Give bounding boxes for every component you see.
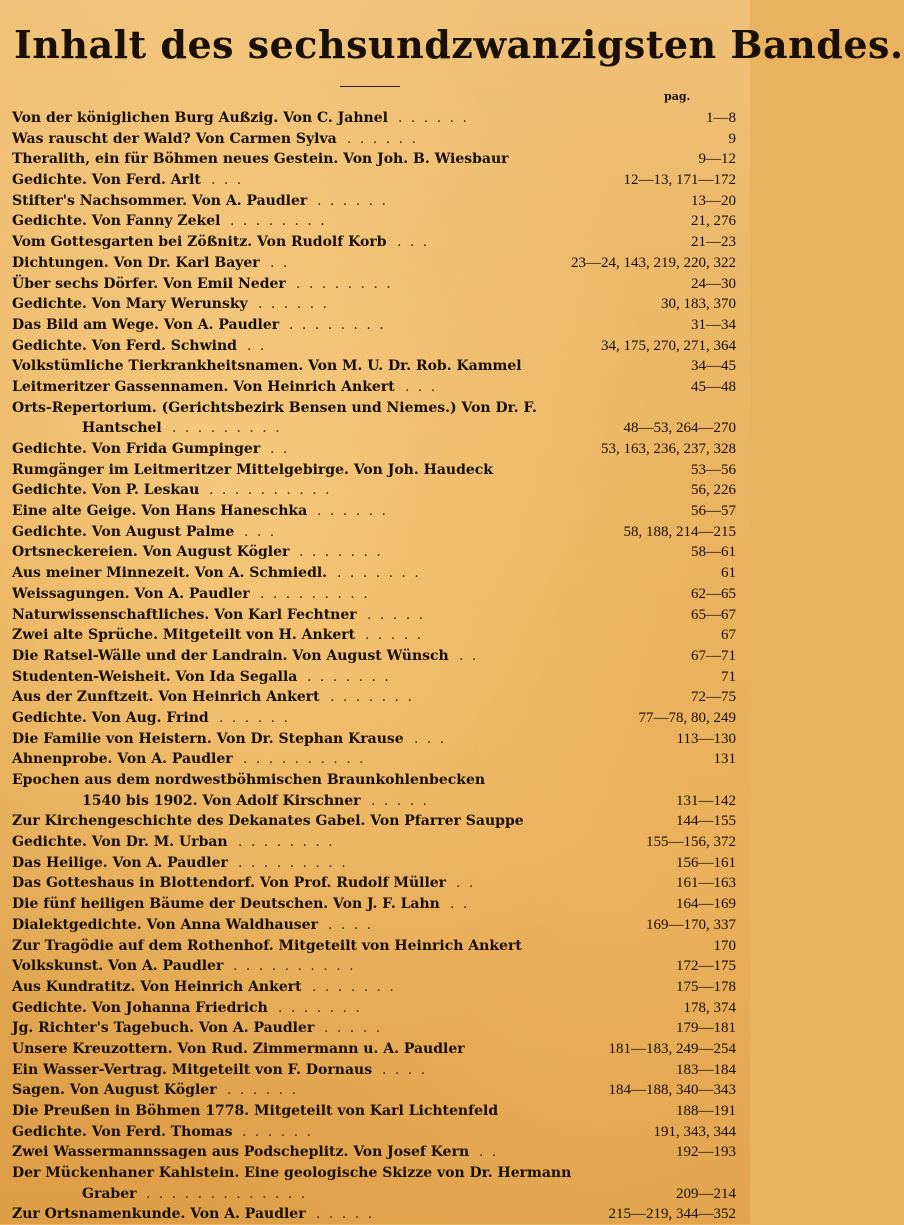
- toc-entry-title: Aus der Zunftzeit. Von Heinrich Ankert: [12, 689, 320, 706]
- toc-entry-pages: 191, 343, 344: [653, 1123, 736, 1140]
- toc-entry-title: Gedichte. Von Ferd. Arlt: [12, 172, 201, 189]
- toc-entry: [12, 1101, 736, 1122]
- toc-entry-pages: 131: [713, 751, 736, 768]
- table-of-contents: [12, 108, 736, 1225]
- toc-entry-title: Die Preußen in Böhmen 1778. Mitgeteilt von Karl Lichtenfeld: [12, 1103, 499, 1119]
- toc-entry-pages: 170: [713, 937, 736, 954]
- toc-entry: [12, 936, 736, 957]
- toc-entry-leader: . . .: [414, 730, 447, 747]
- toc-entry-pages: 53—56: [691, 461, 736, 478]
- toc-entry-title: Gedichte. Von Ferd. Schwind: [12, 337, 237, 354]
- toc-entry-title: Aus meiner Minnezeit. Von A. Schmiedl.: [12, 565, 328, 582]
- toc-entry-leader: . . . . . .: [347, 130, 418, 147]
- toc-entry-title: Das Gotteshaus in Blottendorf. Von Prof. Rudolf Müller: [12, 875, 447, 892]
- toc-entry-pages: 9—12: [698, 151, 736, 168]
- toc-entry-leader: . . . . . . .: [307, 668, 391, 685]
- toc-entry-leader: . . . . .: [316, 1206, 375, 1223]
- toc-entry-pages: 34, 175, 270, 271, 364: [601, 337, 736, 354]
- toc-entry-leader: . . . . . . . .: [230, 213, 327, 230]
- toc-entry: [12, 336, 736, 357]
- toc-entry-pages: 183—184: [676, 1061, 736, 1078]
- toc-entry-pages: 144—155: [676, 813, 736, 830]
- toc-entry: [12, 894, 736, 915]
- toc-entry-leader: . . . . . .: [258, 296, 329, 313]
- toc-entry-pages: 58—61: [691, 544, 736, 561]
- toc-entry: [12, 480, 736, 501]
- toc-entry-title: Naturwissenschaftliches. Von Karl Fechtner: [12, 606, 357, 623]
- toc-entry: [12, 418, 736, 439]
- toc-entry-title: Studenten-Weisheit. Von Ida Segalla: [12, 668, 298, 685]
- toc-entry-leader: . . . . . . . . . .: [209, 482, 332, 499]
- toc-entry-pages: 188—191: [676, 1103, 736, 1119]
- toc-entry-pages: 67: [721, 627, 736, 644]
- toc-entry-leader: . . . . . . .: [312, 978, 396, 995]
- toc-entry-pages: 71: [721, 668, 736, 685]
- toc-entry-pages: 156—161: [676, 854, 736, 871]
- toc-entry: [12, 1039, 736, 1060]
- toc-entry-leader: . . .: [244, 523, 277, 540]
- toc-entry: [12, 956, 736, 977]
- toc-entry: [12, 356, 736, 377]
- toc-entry: [12, 625, 736, 646]
- page-title: Inhalt des sechsundzwanzigsten Bandes.: [14, 22, 904, 67]
- toc-entry-leader: . . . . .: [371, 792, 430, 809]
- toc-entry-title: Sagen. Von August Kögler: [12, 1082, 217, 1099]
- toc-entry-leader: . . . . . .: [317, 503, 388, 520]
- toc-entry: [12, 149, 736, 170]
- toc-entry: [12, 1122, 736, 1143]
- toc-entry: [12, 832, 736, 853]
- toc-entry-pages: 31—34: [691, 316, 736, 333]
- toc-entry-title: Weissagungen. Von A. Paudler: [12, 585, 250, 602]
- toc-entry-title: Das Heilige. Von A. Paudler: [12, 854, 228, 871]
- toc-entry: [12, 1204, 736, 1225]
- toc-entry: [12, 522, 736, 543]
- toc-entry-leader: . . . . . .: [219, 709, 290, 726]
- toc-entry-title: Von der königlichen Burg Außzig. Von C. Jahnel: [12, 110, 388, 126]
- toc-entry-title: Orts-Repertorium. (Gerichtsbezirk Bensen und Niemes.) Von Dr. F.: [12, 399, 537, 416]
- toc-entry-pages: 48—53, 264—270: [623, 420, 736, 437]
- toc-entry-title: Aus Kundratitz. Von Heinrich Ankert: [12, 978, 302, 995]
- toc-entry-pages: 215—219, 344—352: [608, 1206, 736, 1223]
- toc-entry-title: Gedichte. Von August Palme: [12, 523, 235, 540]
- toc-entry-pages: 30, 183, 370: [661, 296, 736, 313]
- toc-entry-leader: . .: [456, 875, 476, 892]
- toc-entry-leader: . . . . . . .: [337, 565, 421, 582]
- toc-entry-leader: . . . . . .: [242, 1123, 313, 1140]
- toc-entry-leader: . . . . . . . .: [296, 275, 393, 292]
- toc-entry: [12, 667, 736, 688]
- toc-entry-leader: . .: [247, 337, 267, 354]
- toc-entry-title: Zur Ortsnamenkunde. Von A. Paudler: [12, 1206, 306, 1223]
- toc-entry: [12, 687, 736, 708]
- toc-entry-leader: . . .: [405, 378, 438, 395]
- toc-entry-title: Gedichte. Von Aug. Frind: [12, 709, 209, 726]
- toc-entry: [12, 1142, 736, 1163]
- toc-entry: [12, 1060, 736, 1081]
- toc-entry-pages: 179—181: [676, 1020, 736, 1037]
- toc-entry: [12, 1080, 736, 1101]
- toc-entry-leader: . . . . . .: [317, 192, 388, 209]
- toc-entry: [12, 729, 736, 750]
- toc-entry-pages: 65—67: [691, 606, 736, 623]
- toc-entry: [12, 294, 736, 315]
- toc-entry: [12, 605, 736, 626]
- toc-entry-title: Zur Tragödie auf dem Rothenhof. Mitgeteilt von Heinrich Ankert: [12, 937, 522, 954]
- toc-entry-leader: . .: [459, 647, 479, 664]
- toc-entry-pages: 21, 276: [691, 213, 736, 230]
- title-rule: [340, 86, 400, 87]
- toc-entry-title: Leitmeritzer Gassennamen. Von Heinrich Ankert: [12, 378, 395, 395]
- toc-entry-title: Theralith, ein für Böhmen neues Gestein. Von Joh. B. Wiesbaur: [12, 151, 509, 168]
- toc-entry-title: 1540 bis 1902. Von Adolf Kirschner: [82, 792, 361, 809]
- toc-entry-pages: 209—214: [676, 1185, 736, 1202]
- toc-entry: [12, 811, 736, 832]
- toc-entry-pages: 34—45: [691, 358, 736, 375]
- toc-entry-title: Ahnenprobe. Von A. Paudler: [12, 751, 233, 768]
- toc-entry-leader: . . . . . . . . . .: [243, 751, 366, 768]
- toc-entry-title: Zwei Wassermannssagen aus Podscheplitz. Von Josef Kern: [12, 1144, 470, 1161]
- toc-entry-pages: 67—71: [691, 647, 736, 664]
- toc-entry-title: Dialektgedichte. Von Anna Waldhauser: [12, 916, 318, 933]
- toc-entry-leader: . . . . . .: [398, 110, 469, 126]
- toc-entry: [12, 915, 736, 936]
- toc-entry: [12, 232, 736, 253]
- toc-entry: [12, 977, 736, 998]
- toc-entry: [12, 542, 736, 563]
- toc-entry-title: Der Mückenhaner Kahlstein. Eine geologische Skizze von Dr. Hermann: [12, 1165, 572, 1182]
- toc-entry-pages: 131—142: [676, 792, 736, 809]
- toc-entry: [12, 853, 736, 874]
- toc-entry-title: Über sechs Dörfer. Von Emil Neder: [12, 275, 286, 292]
- toc-entry-title: Gedichte. Von Johanna Friedrich: [12, 999, 268, 1016]
- toc-entry-leader: . .: [479, 1144, 499, 1161]
- toc-entry: [12, 749, 736, 770]
- toc-entry: [12, 253, 736, 274]
- toc-entry-leader: . . . . . . . . .: [172, 420, 282, 437]
- toc-entry-pages: 56, 226: [691, 482, 736, 499]
- toc-entry: [12, 791, 736, 812]
- toc-entry: [12, 315, 736, 336]
- toc-entry: [12, 584, 736, 605]
- toc-entry-title: Gedichte. Von P. Leskau: [12, 482, 200, 499]
- toc-entry-pages: 45—48: [691, 378, 736, 395]
- toc-entry-leader: . . . . . .: [227, 1082, 298, 1099]
- toc-entry-leader: . . .: [211, 172, 244, 189]
- toc-entry-pages: 21—23: [691, 234, 736, 251]
- toc-entry: [12, 770, 736, 791]
- toc-entry-pages: 175—178: [676, 978, 736, 995]
- toc-entry-leader: . .: [270, 441, 290, 457]
- toc-entry-leader: . . . .: [382, 1061, 428, 1078]
- toc-entry-title: Unsere Kreuzottern. Von Rud. Zimmermann u. A. Paudler: [12, 1040, 465, 1057]
- toc-entry-title: Was rauscht der Wald? Von Carmen Sylva: [12, 130, 337, 147]
- toc-entry-title: Hantschel: [82, 420, 162, 437]
- toc-entry-title: Ein Wasser-Vertrag. Mitgeteilt von F. Dornaus: [12, 1061, 373, 1078]
- toc-entry-leader: . . . . . . .: [299, 544, 383, 561]
- toc-entry-title: Gedichte. Von Mary Werunsky: [12, 296, 248, 313]
- toc-entry-pages: 24—30: [691, 275, 736, 292]
- toc-entry-title: Ortsneckereien. Von August Kögler: [12, 544, 290, 561]
- toc-entry: [12, 211, 736, 232]
- toc-entry-leader: . . .: [397, 234, 430, 251]
- toc-entry-pages: 178, 374: [683, 999, 736, 1016]
- toc-entry-title: Gedichte. Von Ferd. Thomas: [12, 1123, 233, 1140]
- toc-entry-title: Zur Kirchengeschichte des Dekanates Gabel. Von Pfarrer Sauppe: [12, 813, 524, 830]
- toc-entry: [12, 439, 736, 460]
- toc-entry-leader: . . . . .: [365, 627, 424, 644]
- toc-entry: [12, 398, 736, 419]
- toc-entry: [12, 191, 736, 212]
- toc-entry-leader: . . . .: [328, 916, 374, 933]
- toc-entry-pages: 23—24, 143, 219, 220, 322: [571, 254, 736, 271]
- toc-entry: [12, 1163, 736, 1184]
- toc-entry: [12, 1184, 736, 1205]
- toc-entry-leader: . . . . .: [367, 606, 426, 623]
- toc-entry-leader: . . . . . . .: [278, 999, 362, 1016]
- toc-entry: [12, 998, 736, 1019]
- toc-entry-title: Gedichte. Von Fanny Zekel: [12, 213, 221, 230]
- toc-entry-title: Vom Gottesgarten bei Zößnitz. Von Rudolf Korb: [12, 234, 387, 251]
- toc-entry-title: Epochen aus dem nordwestböhmischen Braunkohlenbecken: [12, 772, 486, 788]
- toc-entry-pages: 161—163: [676, 875, 736, 892]
- toc-entry: [12, 646, 736, 667]
- toc-entry-title: Gedichte. Von Frida Gumpinger: [12, 441, 261, 457]
- toc-entry-title: Das Bild am Wege. Von A. Paudler: [12, 316, 280, 333]
- toc-entry-pages: 113—130: [676, 730, 736, 747]
- toc-entry-title: Die Familie von Heistern. Von Dr. Stephan Krause: [12, 730, 404, 747]
- toc-entry: [12, 377, 736, 398]
- toc-entry-leader: . . . . . . . .: [238, 834, 335, 851]
- toc-entry-pages: 169—170, 337: [646, 916, 736, 933]
- toc-entry-leader: . . . . . . . .: [289, 316, 386, 333]
- toc-entry-pages: 62—65: [691, 585, 736, 602]
- toc-entry-pages: 192—193: [676, 1144, 736, 1161]
- toc-entry: [12, 1018, 736, 1039]
- toc-entry-leader: . . . . . . . . .: [260, 585, 370, 602]
- toc-entry: [12, 563, 736, 584]
- toc-entry-pages: 12—13, 171—172: [623, 172, 736, 189]
- toc-entry: [12, 873, 736, 894]
- toc-entry-pages: 164—169: [676, 896, 736, 913]
- toc-entry: [12, 708, 736, 729]
- toc-entry-leader: . . . . .: [324, 1020, 383, 1037]
- toc-entry-title: Eine alte Geige. Von Hans Haneschka: [12, 503, 308, 520]
- toc-entry-leader: . . . . . . . . .: [238, 854, 348, 871]
- toc-entry-leader: . .: [270, 254, 290, 271]
- toc-entry-title: Die Ratsel-Wälle und der Landrain. Von August Wünsch: [12, 647, 449, 664]
- pag-label: pag.: [664, 90, 691, 103]
- toc-entry: [12, 501, 736, 522]
- toc-entry-pages: 56—57: [691, 503, 736, 520]
- toc-entry-title: Gedichte. Von Dr. M. Urban: [12, 834, 228, 851]
- toc-entry-pages: 172—175: [676, 958, 736, 975]
- toc-entry: [12, 274, 736, 295]
- toc-entry-leader: . . . . . . .: [330, 689, 414, 706]
- toc-entry-title: Volkskunst. Von A. Paudler: [12, 958, 224, 975]
- toc-entry-pages: 61: [721, 565, 736, 582]
- toc-entry: [12, 129, 736, 150]
- toc-entry-pages: 53, 163, 236, 237, 328: [601, 441, 736, 457]
- toc-entry-title: Die fünf heiligen Bäume der Deutschen. Von J. F. Lahn: [12, 896, 440, 913]
- toc-entry-pages: 77—78, 80, 249: [638, 709, 736, 726]
- toc-entry-pages: 13—20: [691, 192, 736, 209]
- toc-entry-title: Rumgänger im Leitmeritzer Mittelgebirge. Von Joh. Haudeck: [12, 461, 493, 478]
- toc-entry-title: Jg. Richter's Tagebuch. Von A. Paudler: [12, 1020, 315, 1037]
- toc-entry-pages: 72—75: [691, 689, 736, 706]
- toc-entry-leader: . .: [450, 896, 470, 913]
- toc-entry: [12, 170, 736, 191]
- toc-entry-pages: 184—188, 340—343: [608, 1082, 736, 1099]
- toc-entry: [12, 460, 736, 481]
- toc-entry-pages: 1—8: [706, 110, 736, 126]
- toc-entry-leader: . . . . . . . . . . . . .: [146, 1185, 308, 1202]
- toc-entry-leader: . . . . . . . . . .: [233, 958, 356, 975]
- toc-entry-title: Volkstümliche Tierkrankheitsnamen. Von M. U. Dr. Rob. Kammel: [12, 358, 522, 375]
- toc-entry-title: Stifter's Nachsommer. Von A. Paudler: [12, 192, 308, 209]
- toc-entry-title: Dichtungen. Von Dr. Karl Bayer: [12, 254, 260, 271]
- toc-entry-pages: 155—156, 372: [646, 834, 736, 851]
- toc-entry-pages: 58, 188, 214—215: [623, 523, 736, 540]
- toc-entry: [12, 108, 736, 129]
- toc-entry-pages: 9: [728, 130, 736, 147]
- toc-entry-title: Graber: [82, 1185, 137, 1202]
- toc-entry-pages: 181—183, 249—254: [608, 1040, 736, 1057]
- toc-entry-title: Zwei alte Sprüche. Mitgeteilt von H. Ankert: [12, 627, 356, 644]
